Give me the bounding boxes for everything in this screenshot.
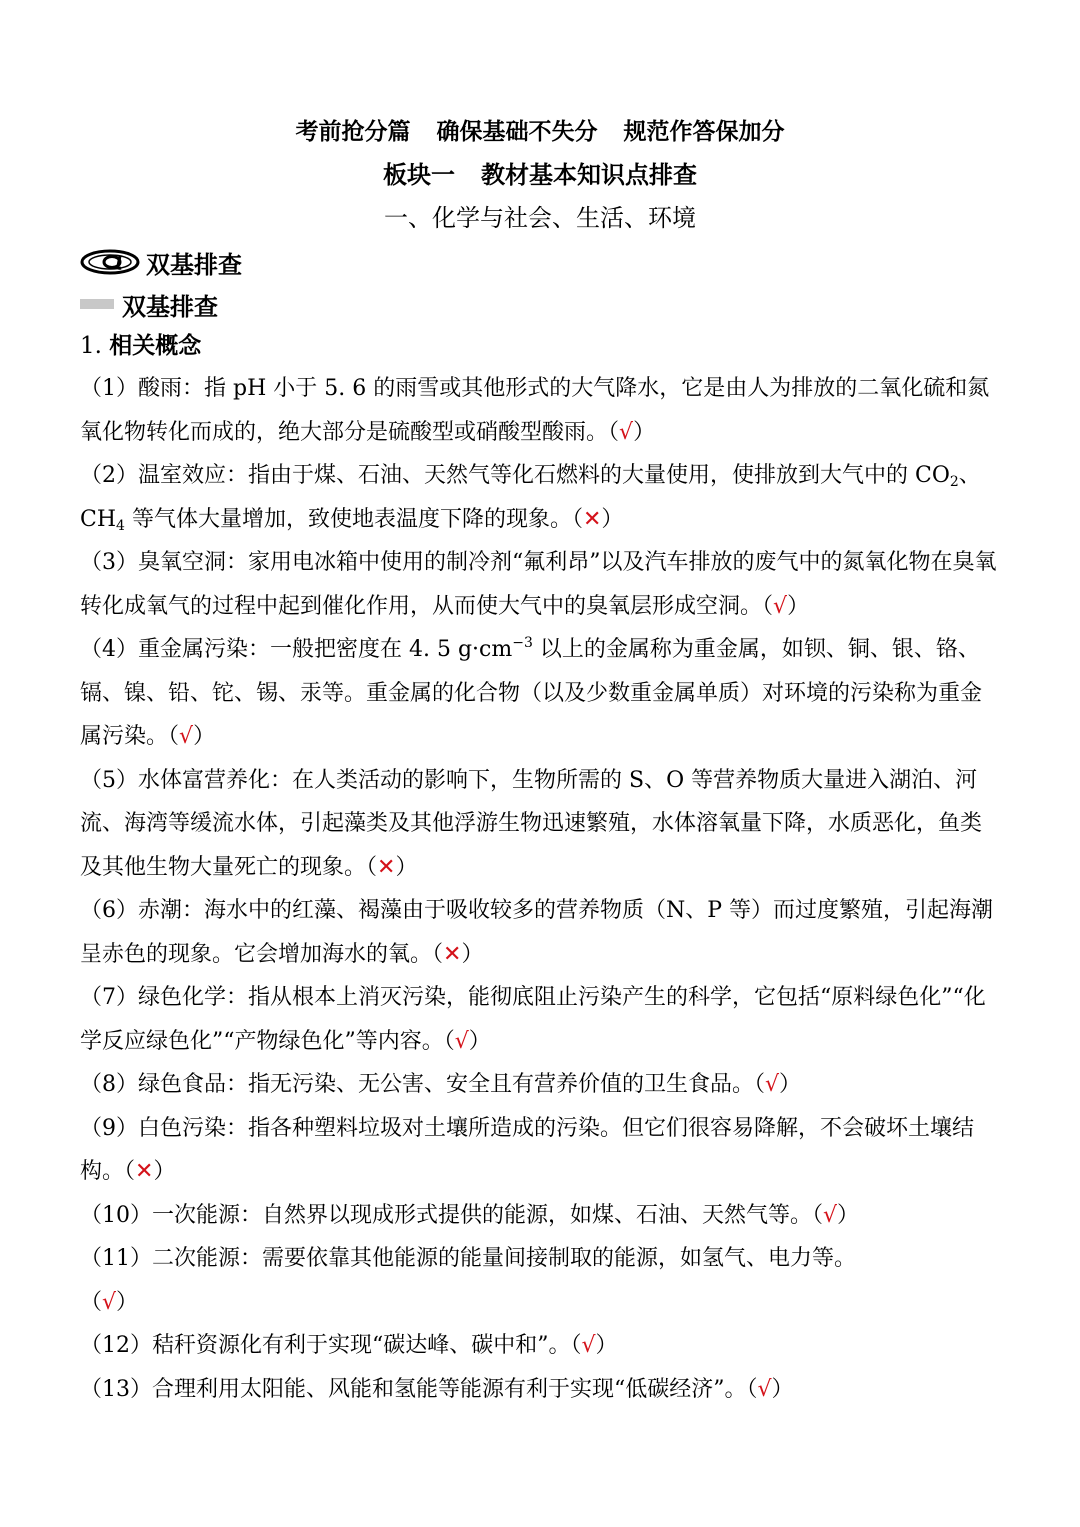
check-mark: √: [454, 1028, 469, 1054]
list-item: （12）秸秆资源化有利于实现“碳达峰、碳中和”。（√）: [80, 1333, 618, 1358]
check-mark: √: [757, 1376, 772, 1402]
list-item: （2）温室效应：指由于煤、石油、天然气等化石燃料的大量使用，使排放到大气中的 $CO_2$、$CH_4$ 等气体大量增加，致使地表温度下降的现象。（✕）: [80, 463, 981, 534]
concept-list: [80, 367, 1002, 1411]
page-title: [0, 112, 1080, 152]
at-logo-icon: [80, 247, 144, 277]
check-mark: √: [102, 1289, 117, 1315]
check-mark: √: [773, 593, 788, 619]
check-mark: √: [823, 1202, 838, 1228]
cross-mark: ✕: [443, 941, 462, 967]
cross-mark: ✕: [582, 506, 602, 532]
list-item: （13）合理利用太阳能、风能和氢能等能源有利于实现“低碳经济”。（√）: [80, 1376, 794, 1402]
cross-mark: ✕: [377, 854, 396, 880]
check-mark: √: [619, 419, 634, 445]
heading-related-concepts: [80, 326, 201, 366]
heading-number: 1.: [80, 333, 102, 359]
list-item: （9）白色污染：指各种塑料垃圾对土壤所造成的污染。但它们很容易降解，不会破坏土壤结构。（✕）: [80, 1115, 975, 1184]
cross-mark: ✕: [135, 1159, 154, 1184]
module-title: [0, 155, 1080, 195]
list-item: （11）二次能源：需要依靠其他能源的能量间接制取的能源，如氢气、电力等。 （√）: [80, 1246, 856, 1315]
list-item: （7）绿色化学：指从根本上消灭污染，能彻底阻止污染产生的科学，它包括“原料绿色化”“化学反应绿色化”“产物绿色化”等内容。（√）: [80, 985, 986, 1054]
list-item: （10）一次能源：自然界以现成形式提供的能源，如煤、石油、天然气等。（√）: [80, 1202, 860, 1228]
logo-label: 双基排查: [146, 250, 242, 279]
logo-heading: [80, 240, 242, 284]
bar-heading: [80, 284, 218, 324]
list-item: （6）赤潮：海水中的红藻、褐藻由于吸收较多的营养物质（N、P 等）而过度繁殖，引起海潮呈赤色的现象。它会增加海水的氧。（✕）: [80, 898, 994, 967]
check-mark: √: [581, 1333, 596, 1358]
check-mark: √: [765, 1072, 780, 1097]
title-part1: 考前抢分篇: [295, 119, 411, 145]
list-item: （3）臭氧空洞：家用电冰箱中使用的制冷剂“氟利昂”以及汽车排放的废气中的氮氧化物在臭氧转化成氧气的过程中起到催化作用，从而使大气中的臭氧层形成空洞。（√）: [80, 550, 997, 619]
heading-text: 相关概念: [109, 333, 202, 359]
module-part2: 教材基本知识点排查: [481, 161, 697, 189]
bar-label: 双基排查: [122, 292, 218, 321]
check-mark: √: [179, 724, 194, 749]
section-title: 一、化学与社会、生活、环境: [384, 204, 696, 232]
list-item: （5）水体富营养化：在人类活动的影响下，生物所需的 S、O 等营养物质大量进入湖泊、河流、海湾等缓流水体，引起藻类及其他浮游生物迅速繁殖，水体溶氧量下降，水质恶化，鱼类及其他生物大量死亡的现象。（✕）: [80, 767, 983, 880]
module-part1: 板块一: [383, 161, 455, 189]
list-item: （8）绿色食品：指无污染、无公害、安全且有营养价值的卫生食品。（√）: [80, 1072, 802, 1097]
list-item: （1）酸雨：指 pH 小于 5. 6 的雨雪或其他形式的大气降水，它是由人为排放的二氧化硫和氮氧化物转化而成的，绝大部分是硫酸型或硝酸型酸雨。（√）: [80, 376, 990, 445]
gray-bar-icon: [80, 299, 114, 309]
list-item: （4）重金属污染：一般把密度在 4. 5 $g\cdot cm^{-3}$ 以上的金属称为重金属，如钡、铜、银、铬、镉、镍、铅、铊、锡、汞等。重金属的化合物（以及少数重金属单质）对环境的污染称为重金属污染。（√）: [80, 635, 983, 749]
title-part2: 确保基础不失分: [436, 119, 598, 145]
title-part3: 规范作答保加分: [623, 119, 785, 145]
